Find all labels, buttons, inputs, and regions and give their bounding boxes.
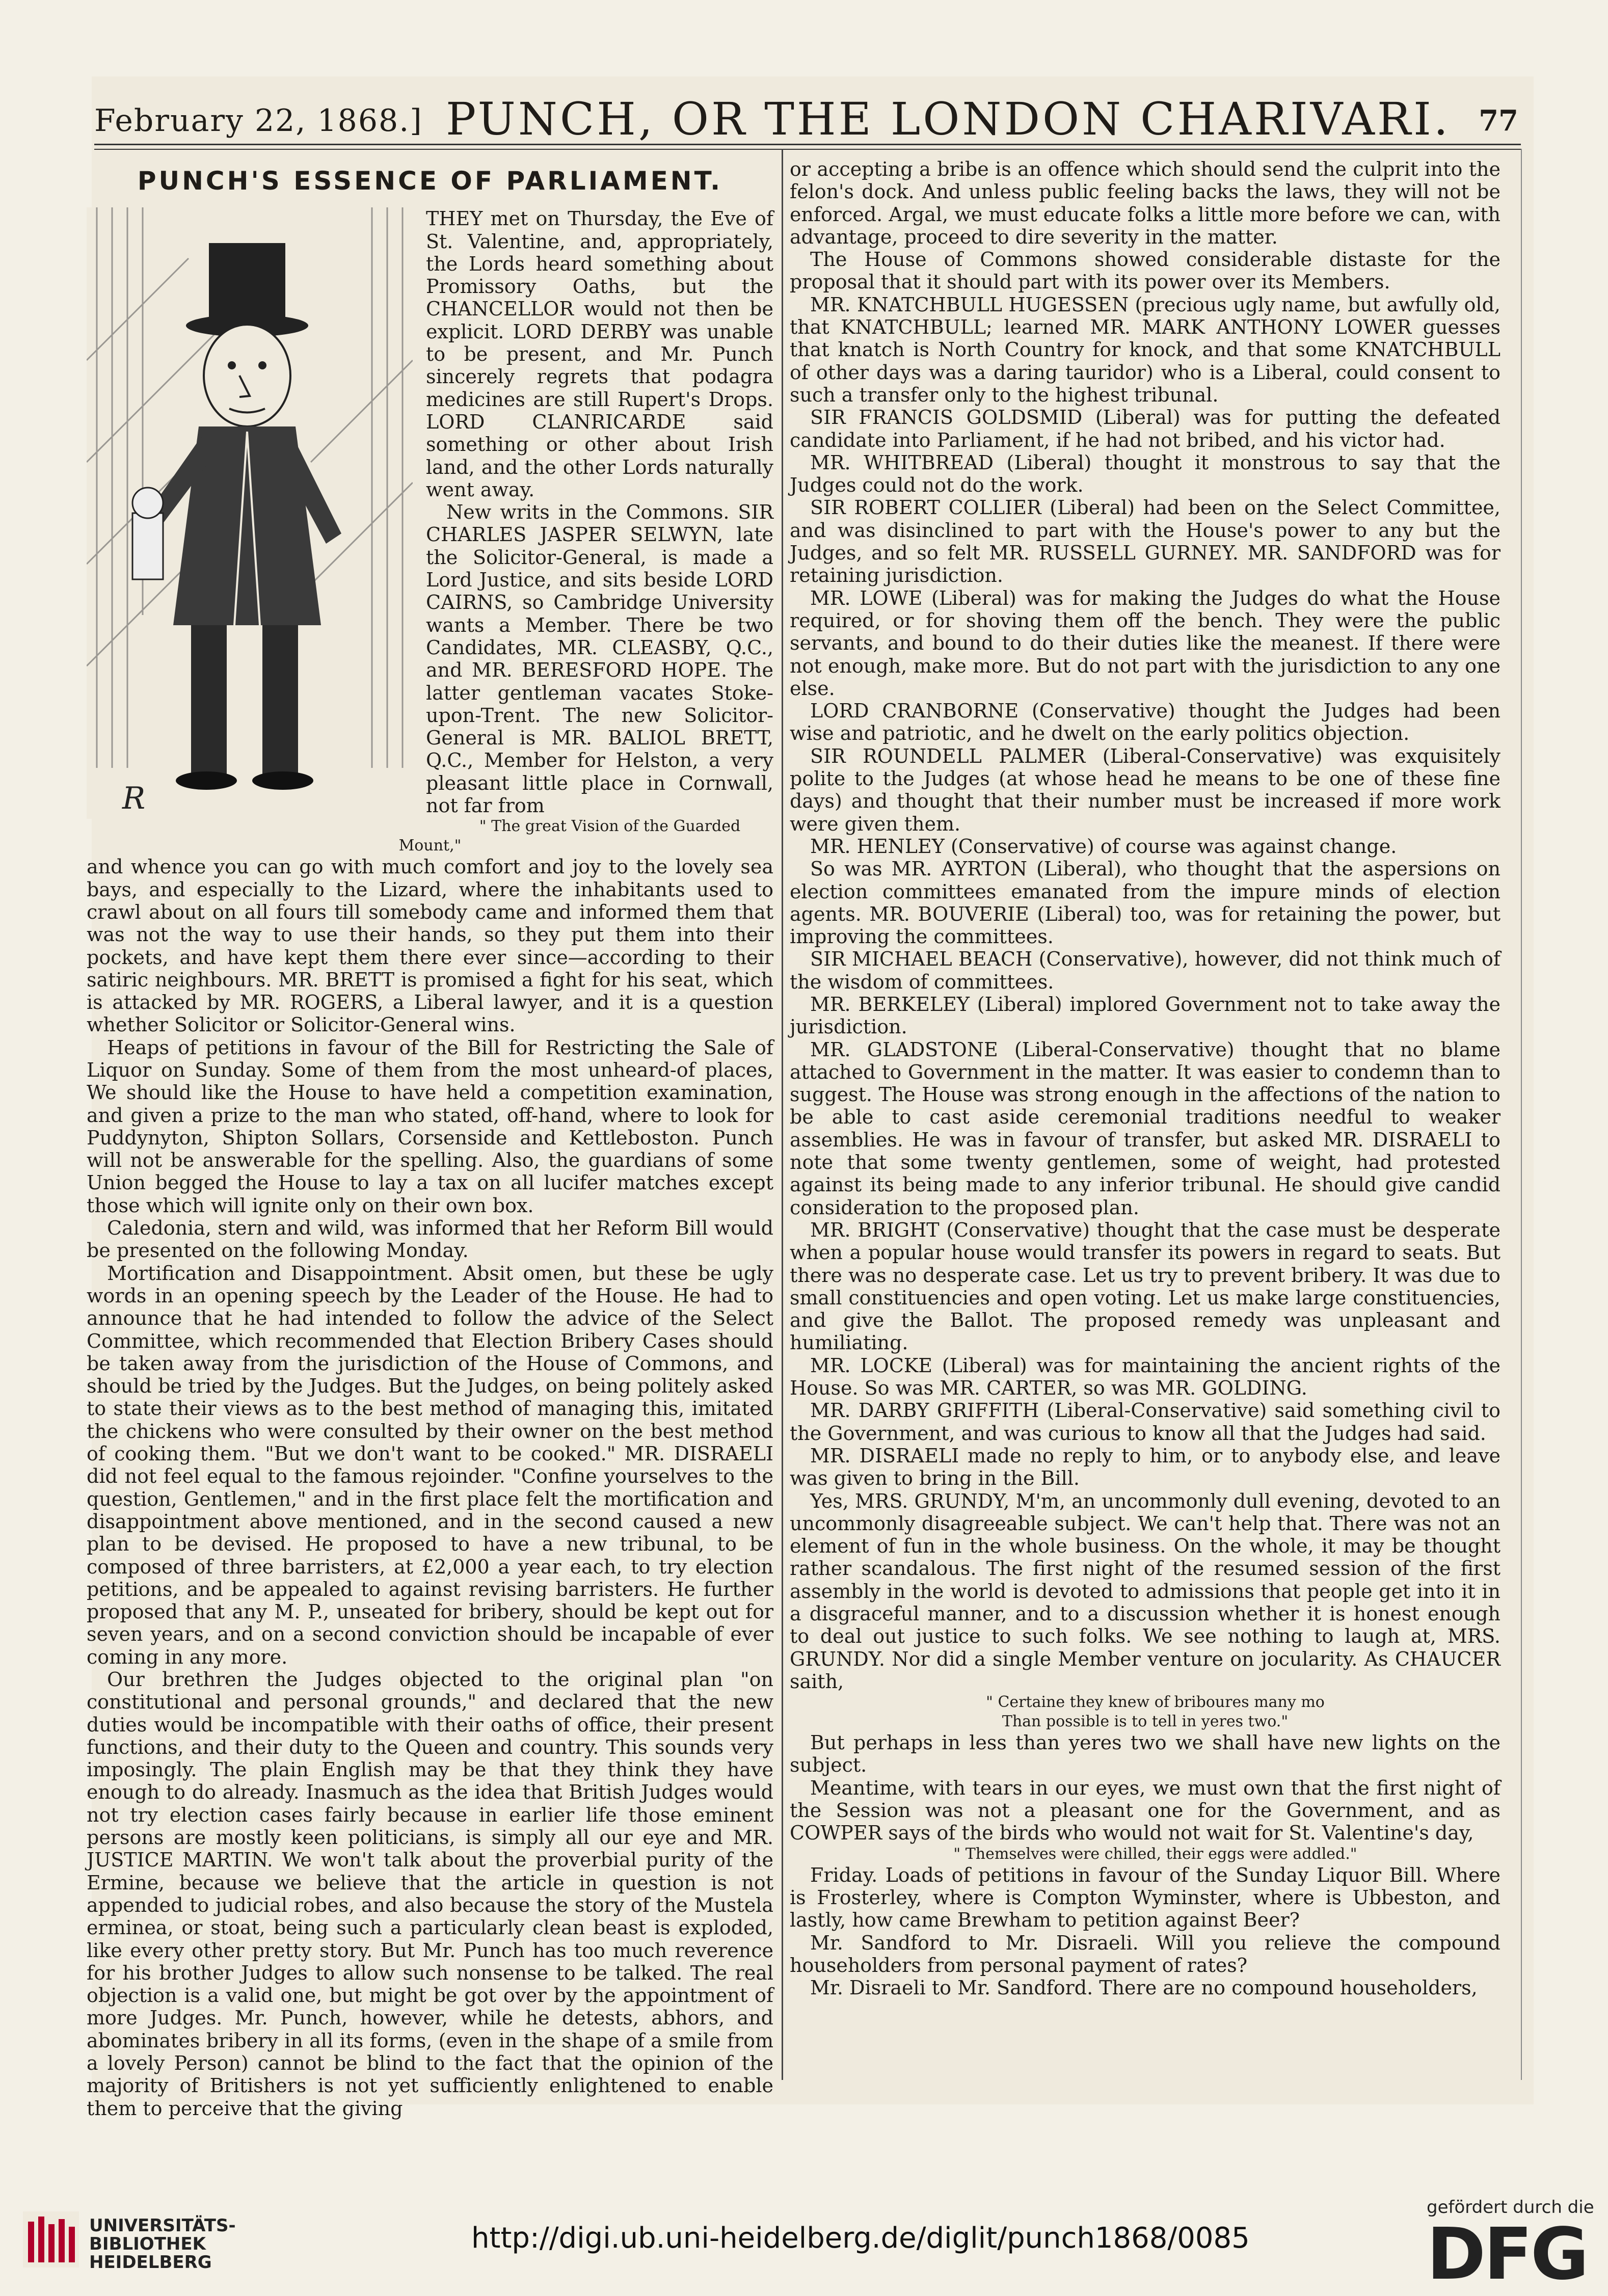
paragraph: SIR ROUNDELL PALMER (Liberal-Conservative) was exquisitely polite to the Judges (at whose head he means to be one of these fine days) and thought that their number must be increased if more work were given them.	[790, 744, 1500, 835]
paragraph: The House of Commons showed considerable distaste for the proposal that it should part with its power over its Members.	[790, 248, 1500, 293]
article-heading: PUNCH'S ESSENCE OF PARLIAMENT.	[137, 166, 723, 196]
paragraph: MR. LOCKE (Liberal) was for maintaining the ancient rights of the House. So was MR. CARTER, so was MR. GOLDING.	[790, 1354, 1500, 1400]
paragraph: Friday. Loads of petitions in favour of the Sunday Liquor Bill. Where is Frosterley, where is Compton Wyminster, where is Ubbeston, and lastly, how came Brewham to petition against Beer?	[790, 1863, 1500, 1932]
source-link[interactable]: http://digi.ub.uni-heidelberg.de/diglit/punch1868/0085	[471, 2222, 1250, 2255]
header-rule	[94, 144, 1521, 145]
paragraph: But perhaps in less than yeres two we shall have new lights on the subject.	[790, 1731, 1500, 1777]
paragraph: So was MR. AYRTON (Liberal), who thought that the aspersions on election committees emanated from the impure minds of election agents. MR. BOUVERIE (Liberal) too, was for retaining the power, but improving the committees.	[790, 858, 1500, 948]
funding-note: gefördert durch die	[1427, 2197, 1594, 2218]
paragraph: MR. BERKELEY (Liberal) implored Government not to take away the jurisdiction.	[790, 993, 1500, 1038]
page-number: 77	[1479, 104, 1518, 138]
dfg-logo: DFG	[1427, 2213, 1587, 2296]
caricature-illustration	[87, 207, 413, 819]
right-column	[790, 158, 1500, 1999]
paragraph: or accepting a bribe is an offence which should send the culprit into the felon's dock. And unless public feeling backs the laws, they will not be enforced. Argal, we must educate folks a little more before we can, with advantage, proceed to dire severity in the matter.	[790, 158, 1500, 248]
paragraph: LORD CRANBORNE (Conservative) thought the Judges had been wise and patriotic, and he dwelt on the early politics objection.	[790, 700, 1500, 745]
paragraph: MR. WHITBREAD (Liberal) thought it monstrous to say that the Judges could not do the work.	[790, 451, 1500, 497]
quotation: " The great Vision of the Guarded Mount,"	[398, 817, 741, 855]
header-rule-thin	[94, 149, 1521, 150]
paragraph: SIR ROBERT COLLIER (Liberal) had been on the Select Committee, and was disinclined to part with the House's power to any but the Judges, and so felt MR. RUSSELL GURNEY. MR. SANDFORD was for retaining jurisdiction.	[790, 496, 1500, 587]
paragraph: MR. DISRAELI made no reply to him, or to anybody else, and leave was given to bring in the Bill.	[790, 1444, 1500, 1490]
paragraph: THEY met on Thursday, the Eve of St. Valentine, and, appropriately, the Lords heard something about Promissory Oaths, but the CHANCELLOR would not then be explicit. LORD DERBY was unable to be present, and Mr. Punch sincerely regrets that podagra medicines are still Rupert's Drops. LORD CLANRICARDE said something or other about Irish land, and the other Lords naturally went away.	[426, 207, 773, 501]
left-column	[87, 166, 773, 2120]
paragraph: MR. GLADSTONE (Liberal-Conservative) thought that no blame attached to Government in the matter. It was easier to condemn than to suggest. The House was strong enough in the affections of the nation to be able to cast aside ceremonial traditions needful to weaker assemblies. He was in favour of transfer, but asked MR. DISRAELI to note that some twenty gentlemen, some of weight, had protested against its being made to any inferior tribunal. He should give candid consideration to the proposed plan.	[790, 1038, 1500, 1219]
paragraph: Our brethren the Judges objected to the original plan "on constitutional and personal grounds," and declared that the new duties would be incompatible with their oaths of office, their present functions, and their duty to the Queen and country. This sounds very imposingly. The plain English may be that they think they have enough to do already. Inasmuch as the idea that British Judges would not try election cases fairly because in earlier life those eminent persons are mostly keen politicians, is simply all our eye and MR. JUSTICE MARTIN. We won't talk about the proverbial purity of the Ermine, because we believe that the article in question is not appended to judicial robes, and also because the story of the Mustela erminea, or stoat, being such a particularly clean beast is exploded, like every other pretty story. But Mr. Punch has too much reverence for his brother Judges to allow such nonsense to be talked. The real objection is a valid one, but might be got over by the appointment of more Judges. Mr. Punch, however, while he detests, abhors, and abominates bribery in all its forms, (even in the shape of a smile from a lovely Person) cannot be blind to the fact that the opinion of the majority of Britishers is not yet sufficiently enlightened to enable them to perceive that the giving	[87, 1668, 773, 2120]
university-library-logo-icon	[23, 2211, 79, 2267]
cowper-quotation: " Themselves were chilled, their eggs were addled."	[953, 1845, 1357, 1863]
paragraph: New writs in the Commons. SIR CHARLES JASPER SELWYN, late the Solicitor-General, is made a Lord Justice, and sits beside LORD CAIRNS, so Cambridge University wants a Member. There be two Candidates, MR. CLEASBY, Q.C., and MR. BERESFORD HOPE. The latter gentleman vacates Stoke-upon-Trent. The new Solicitor-General is MR. BALIOL BRETT, Q.C., Member for Helston, a very pleasant little place in Cornwall, not far from	[426, 501, 773, 817]
paragraph: Mr. Disraeli to Mr. Sandford. There are no compound householders,	[810, 1977, 1478, 1999]
publication-title: PUNCH, OR THE LONDON CHARIVARI.	[446, 93, 1451, 145]
paragraph: MR. HENLEY (Conservative) of course was against change.	[810, 835, 1397, 858]
caricature-drawing	[87, 207, 413, 819]
paragraph: MR. KNATCHBULL HUGESSEN (precious ugly name, but awfully old, that KNATCHBULL; learned MR. MARK ANTHONY LOWER guesses that knatch is North Country for knock, and that some KNATCHBULL of other days was a daring tauridor) who is a Liberal, could consent to such a transfer only to the highest tribunal.	[790, 293, 1500, 406]
issue-date: February 22, 1868.]	[94, 103, 423, 139]
library-name: UNIVERSITÄTS- BIBLIOTHEK HEIDELBERG	[89, 2215, 236, 2273]
paragraph: SIR MICHAEL BEACH (Conservative), however, did not think much of the wisdom of committees.	[790, 948, 1500, 993]
paragraph: Mortification and Disappointment. Absit omen, but these be ugly words in an opening speech by the Leader of the House. He had to announce that he had intended to follow the advice of the Select Committee, which recommended that Election Bribery Cases should be taken away from the jurisdiction of the House of Commons, and should be tried by the Judges. But the Judges, on being politely asked to state their views as to the best method of managing this, imitated the chickens who were consulted by their owner on the best method of cooking them. "But we don't want to be cooked." MR. DISRAELI did not feel equal to the famous rejoinder. "Confine yourselves to the question, Gentlemen," and in the first place felt the mortification and disappointment above mentioned, and in the second caused a new plan to be devised. He proposed to have a new tribunal, to be composed of three barristers, at £2,000 a year each, to try election petitions, and be appealed to against revising barristers. He further proposed that any M. P., unseated for bribery, should be kept out for seven years, and on a second conviction should be incapable of ever coming in any more.	[87, 1262, 773, 1668]
paragraph: Caledonia, stern and wild, was informed that her Reform Bill would be presented on the following Monday.	[87, 1217, 773, 1262]
paragraph: and whence you can go with much comfort and joy to the lovely sea bays, and especially to the Lizard, where the inhabitants used to crawl about on all fours till somebody came and informed them that was not the way to use their hands, so they put them into their pockets, and have kept them there ever since—according to their satiric neighbours. MR. BRETT is promised a fight for his seat, which is attacked by MR. ROGERS, a Liberal lawyer, and it is a question whether Solicitor or Solicitor-General wins.	[87, 856, 773, 1036]
paragraph: MR. LOWE (Liberal) was for making the Judges do what the House required, or for shoving them off the bench. They were the public servants, and bound to do their duties like the meanest. If there were not enough, make more. But do not part with the jurisdiction to any one else.	[790, 586, 1500, 700]
digitization-footer	[0, 2171, 1608, 2296]
paragraph: Yes, MRS. GRUNDY, M'm, an uncommonly dull evening, devoted to an uncommonly disagreeable subject. We can't help that. There was not an element of fun in the whole business. On the whole, it may be thought rather scandalous. The first night of the resumed session of the first assembly in the world is devoted to admissions that people get into it in a disgraceful manner, and to a discussion whether it is honest enough to deal out justice to such folks. We see nothing to laugh at, MRS. GRUNDY. Nor did a single Member venture on jocularity. As CHAUCER saith,	[790, 1489, 1500, 1693]
artist-signature: R	[122, 781, 146, 817]
paragraph: MR. BRIGHT (Conservative) thought that the case must be desperate when a popular house would transfer its powers in regard to seats. But there was no desperate case. Let us try to prevent bribery. It was due to small constituencies and open voting. Let us make large constituencies, and give the Ballot. The proposed remedy was unpleasant and humiliating.	[790, 1218, 1500, 1354]
column-divider	[782, 149, 783, 2080]
paragraph: SIR FRANCIS GOLDSMID (Liberal) was for putting the defeated candidate into Parliament, if he had not bribed, and his victor had.	[790, 406, 1500, 451]
paragraph: Mr. Sandford to Mr. Disraeli. Will you relieve the compound householders from personal payment of rates?	[790, 1931, 1500, 1977]
running-header	[94, 93, 1523, 145]
paragraph: Heaps of petitions in favour of the Bill for Restricting the Sale of Liquor on Sunday. Some of them from the most unheard-of places, We should like the House to have held a competition examination, and given a prize to the man who stated, off-hand, where to look for Puddynyton, Shipton Sollars, Corsenside and Kettleboston. Punch will not be answerable for the spelling. Also, the guardians of some Union begged the House to lay a tax on all lucifer matches except those which will ignite only on their own box.	[87, 1036, 773, 1217]
paragraph: MR. DARBY GRIFFITH (Liberal-Conservative) said something civil to the Government, and was curious to know all that the Judges had said.	[790, 1399, 1500, 1445]
paragraph: Meantime, with tears in our eyes, we must own that the first night of the Session was not a pleasant one for the Government, and as COWPER says of the birds who would not wait for St. Valentine's day,	[790, 1776, 1500, 1845]
chaucer-quotation: " Certaine they knew of briboures many mo Than possible is to tell in yeres two."	[986, 1693, 1325, 1731]
margin-rule	[1521, 149, 1522, 2080]
